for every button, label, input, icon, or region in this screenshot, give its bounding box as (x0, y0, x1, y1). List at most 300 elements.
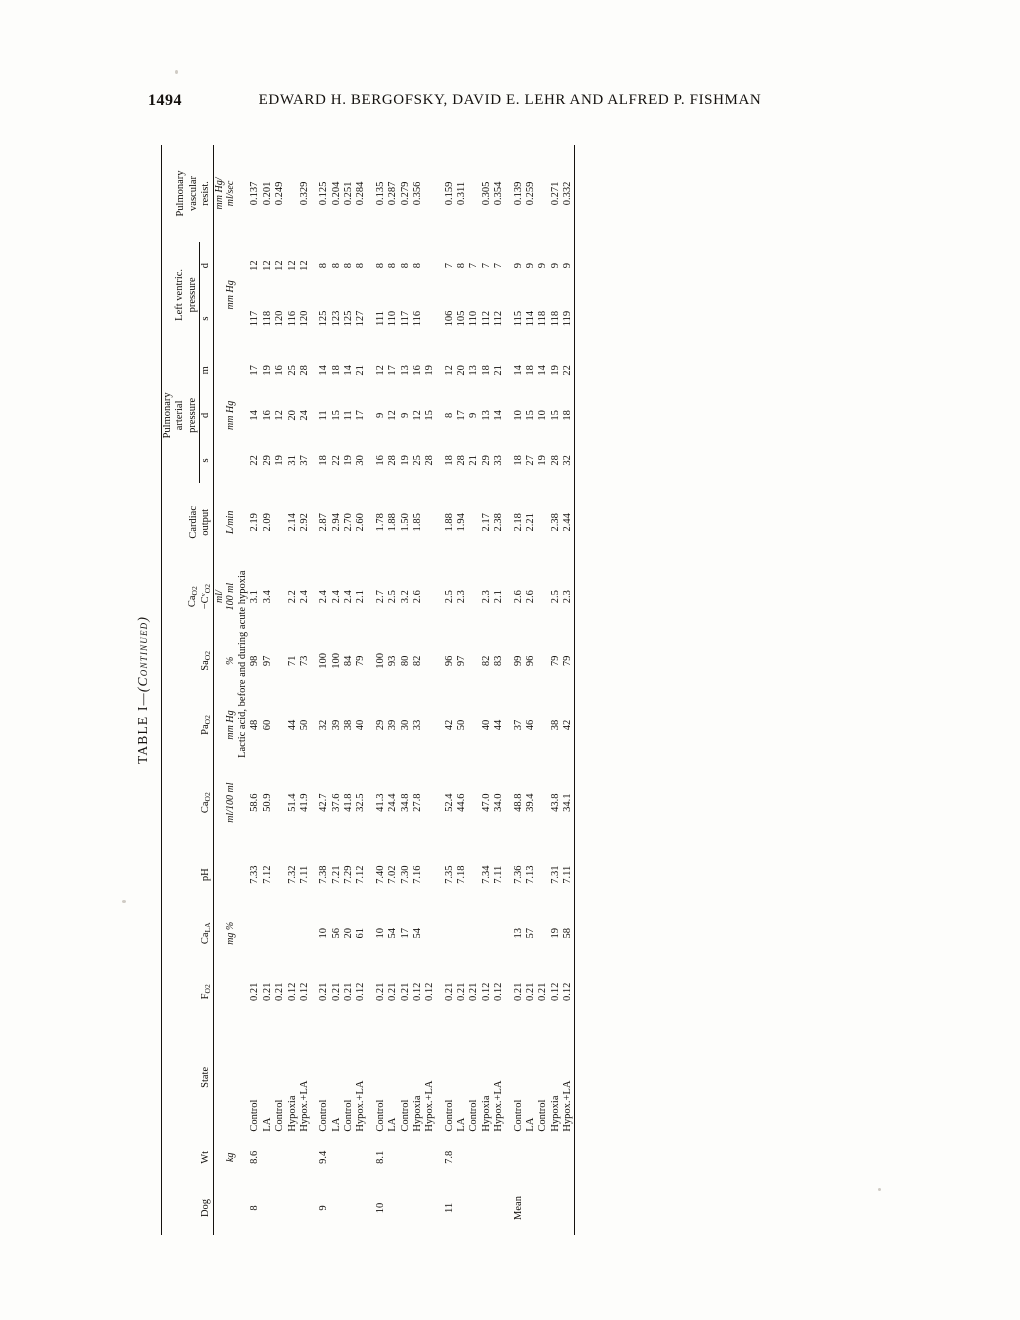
cell-pap-m: 28 (298, 365, 310, 376)
unit-lvp: mm Hg (225, 280, 237, 310)
cell-pao2: 44 (493, 719, 505, 731)
cell-pap-m: 18 (524, 365, 536, 376)
cell-ph: 7.31 (549, 865, 561, 884)
cell-pvr: 0.356 (411, 181, 423, 206)
cell-cardiac-output: 1.88 (387, 513, 399, 532)
cell-pap-d: 17 (456, 410, 468, 421)
unit-fio2 (213, 963, 237, 1022)
cell-fio2: 0.21 (261, 982, 273, 1001)
cell-pao2: 50 (456, 719, 468, 731)
cell-pap-d: 10 (512, 410, 524, 421)
cell-state: LA (261, 1117, 273, 1132)
cell-wt (355, 1134, 367, 1181)
cell-cala (262, 904, 274, 963)
cell-state: Control (318, 1099, 330, 1132)
cell-ph: 7.29 (343, 865, 355, 884)
cell-pap-s: 18 (512, 455, 524, 466)
unit-dog (213, 1181, 237, 1235)
cell-cardiac-output: 1.88 (443, 513, 455, 532)
data-table (161, 145, 575, 1235)
unit-cala: mg % (225, 921, 237, 945)
cell-wt (287, 1134, 299, 1181)
table-row (287, 145, 299, 1235)
cell-sao2: 100 (318, 652, 330, 669)
cell-wt (513, 1134, 525, 1181)
cell-fio2: 0.21 (512, 982, 524, 1001)
cell-sao2: 100 (374, 652, 386, 669)
table-row (550, 145, 562, 1235)
cell-cala (456, 904, 468, 963)
cell-avdiff: 2.3 (480, 590, 492, 604)
cell-ph: 7.33 (249, 865, 261, 884)
cell-pap-d: 9 (399, 412, 411, 418)
cell-fio2: 0.12 (298, 982, 310, 1001)
row-spacer (368, 145, 375, 1235)
cell-pao2 (537, 690, 549, 760)
cell-fio2: 0.21 (374, 982, 386, 1001)
cell-dog (525, 1181, 537, 1235)
cell-cardiac-output: 2.14 (286, 513, 298, 532)
unit-state (213, 1021, 237, 1134)
unit-pao2: mm Hg (225, 710, 237, 740)
cell-pao2: 40 (480, 719, 492, 731)
cell-fio2: 0.12 (480, 982, 492, 1001)
col-cala: $Ca_{LA}$ (199, 922, 212, 945)
scan-speck (122, 900, 126, 903)
cell-lvp-d: 9 (524, 262, 536, 269)
cell-wt (562, 1134, 575, 1181)
cell-sao2: 93 (387, 655, 399, 667)
cell-cala (274, 904, 286, 963)
cell-cala: 57 (524, 928, 536, 939)
cell-pvr: 0.137 (249, 181, 261, 206)
cell-pap-m: 14 (318, 365, 330, 376)
table-caption (135, 145, 151, 1235)
table-row (318, 145, 330, 1235)
cell-cardiac-output (468, 483, 480, 562)
cell-cardiac-output: 1.50 (399, 513, 411, 532)
cell-wt (537, 1134, 549, 1181)
cell-pap-s: 32 (562, 455, 574, 466)
cell-wt: 7.8 (443, 1150, 455, 1164)
cell-cala (444, 904, 456, 963)
col-group-left-ventricular-pressure: Left ventric. pressure (162, 242, 200, 348)
unit-ph (213, 845, 237, 904)
cell-avdiff: 3.2 (399, 590, 411, 604)
cell-pao2: 29 (374, 719, 386, 731)
cell-cao2: 34.0 (493, 793, 505, 812)
cell-pap-d: 11 (343, 410, 355, 421)
cell-sao2: 97 (261, 655, 273, 667)
cell-lvp-d: 12 (261, 260, 273, 271)
cell-cao2: 24.4 (387, 793, 399, 812)
cell-ph (424, 845, 436, 904)
cell-pao2: 60 (261, 719, 273, 731)
cell-state: Hypox.+LA (424, 1080, 436, 1132)
cell-pvr (424, 145, 436, 242)
cell-lvp-d: 7 (443, 262, 455, 269)
cell-fio2: 0.21 (399, 982, 411, 1001)
cell-state: Control (374, 1099, 386, 1132)
cell-dog (274, 1181, 286, 1235)
cell-cao2: 41.9 (298, 793, 310, 812)
cell-lvp-s: 123 (330, 310, 342, 327)
cell-pao2: 38 (343, 719, 355, 731)
cell-pap-s: 18 (318, 455, 330, 466)
cell-sao2: 71 (286, 655, 298, 667)
cell-avdiff: 2.1 (493, 590, 505, 604)
unit-pvr: mm Hg/ ml/sec (213, 177, 237, 210)
cell-sao2: 79 (355, 655, 367, 667)
cell-state: LA (387, 1117, 399, 1132)
col-lvp-d: d (200, 262, 212, 269)
table-row (355, 145, 367, 1235)
cell-sao2: 79 (549, 655, 561, 667)
cell-dog (355, 1181, 367, 1235)
cell-cala (493, 904, 505, 963)
cell-pvr: 0.284 (355, 181, 367, 206)
cell-pap-m: 17 (249, 365, 261, 376)
cell-ph: 7.12 (355, 865, 367, 884)
cell-pap-m: 20 (456, 365, 468, 376)
cell-cala: 17 (399, 928, 411, 939)
cell-pvr: 0.332 (562, 181, 574, 206)
cell-fio2: 0.12 (355, 982, 367, 1001)
cell-cardiac-output: 2.09 (261, 513, 273, 532)
cell-lvp-d: 8 (343, 262, 355, 269)
cell-pap-s: 22 (330, 455, 342, 466)
cell-fio2: 0.12 (493, 982, 505, 1001)
cell-lvp-s: 125 (343, 310, 355, 327)
cell-sao2: 97 (456, 655, 468, 667)
cell-wt (424, 1134, 436, 1181)
cell-pap-m: 18 (330, 365, 342, 376)
cell-wt (274, 1134, 286, 1181)
cell-ph: 7.11 (298, 865, 310, 884)
cell-state: Hypox.+LA (355, 1080, 367, 1132)
cell-lvp-d: 9 (562, 262, 574, 269)
cell-state: Control (274, 1099, 286, 1132)
cell-cao2: 34.1 (562, 793, 574, 812)
cell-avdiff: 2.6 (524, 590, 536, 604)
cell-state: Hypoxia (480, 1095, 492, 1132)
cell-cao2: 32.5 (355, 793, 367, 812)
cell-fio2: 0.21 (443, 982, 455, 1001)
cell-fio2: 0.12 (424, 982, 436, 1001)
cell-lvp-d: 8 (355, 262, 367, 269)
cell-cala (287, 904, 299, 963)
cell-pap-d: 17 (355, 410, 367, 421)
cell-sao2: 100 (330, 652, 342, 669)
row-spacer (437, 145, 444, 1235)
cell-pvr: 0.139 (512, 181, 524, 206)
cell-pap-d: 8 (443, 412, 455, 418)
scan-speck (878, 1188, 881, 1191)
cell-wt (400, 1134, 412, 1181)
cell-sao2: 84 (343, 655, 355, 667)
unit-sao2: % (225, 656, 237, 665)
col-fio2: $F_{O2}$ (199, 984, 212, 1000)
cell-cao2: 51.4 (286, 793, 298, 812)
cell-sao2: 82 (411, 655, 423, 667)
cell-sao2 (424, 632, 436, 691)
rotated-table-block (120, 130, 910, 1250)
cell-fio2: 0.21 (274, 982, 286, 1001)
cell-pap-s: 33 (493, 455, 505, 466)
cell-ph (468, 845, 480, 904)
cell-pao2: 44 (286, 719, 298, 731)
cell-pao2: 39 (330, 719, 342, 731)
cell-cao2: 47.0 (480, 793, 492, 812)
cell-state: Control (249, 1099, 261, 1132)
cell-lvp-s: 125 (318, 310, 330, 327)
cell-state: Control (512, 1099, 524, 1132)
cell-pap-s: 29 (480, 455, 492, 466)
cell-cao2: 58.6 (249, 793, 261, 812)
cell-cala (468, 904, 480, 963)
cell-pap-m: 14 (512, 365, 524, 376)
cell-wt (456, 1134, 468, 1181)
cell-lvp-d: 12 (274, 260, 286, 271)
cell-pap-m: 17 (387, 365, 399, 376)
cell-cardiac-output: 2.60 (355, 513, 367, 532)
cell-state: Control (343, 1099, 355, 1132)
cell-cala (249, 904, 261, 963)
unit-pap: mm Hg (225, 400, 237, 430)
table-row (400, 145, 412, 1235)
section-note: Lactic acid, before and during acute hypoxia (237, 570, 249, 758)
cell-cardiac-output: 2.92 (298, 513, 310, 532)
cell-cala: 58 (562, 928, 574, 939)
cell-pap-d: 24 (298, 410, 310, 421)
cell-pao2: 46 (524, 719, 536, 731)
cell-pao2: 48 (249, 719, 261, 731)
table-row (562, 145, 575, 1235)
cell-lvp-d: 8 (411, 262, 423, 269)
cell-avdiff: 2.3 (562, 590, 574, 604)
cell-ph: 7.36 (512, 865, 524, 884)
cell-pap-s: 28 (549, 455, 561, 466)
cell-cao2: 34.8 (399, 793, 411, 812)
cell-ph: 7.18 (456, 865, 468, 884)
cell-pap-s: 30 (355, 455, 367, 466)
cell-sao2 (537, 632, 549, 691)
cell-cala: 13 (512, 928, 524, 939)
cell-cao2: 27.8 (411, 793, 423, 812)
cell-fio2: 0.21 (524, 982, 536, 1001)
running-head: EDWARD H. BERGOFSKY, DAVID E. LEHR AND ALFRED P. FISHMAN (258, 92, 762, 108)
col-cardiac-output: Cardiac output (187, 506, 212, 539)
cell-avdiff: 3.1 (249, 590, 261, 604)
cell-pao2: 32 (318, 719, 330, 731)
cell-state: Hypox.+LA (562, 1080, 574, 1132)
cell-avdiff: 2.5 (443, 590, 455, 604)
cell-wt (299, 1134, 311, 1181)
cell-pap-d: 15 (524, 410, 536, 421)
cell-wt: 8.6 (249, 1150, 261, 1164)
col-cao2: $Ca_{O2}$ (199, 792, 212, 814)
col-sao2: $Sa_{O2}$ (199, 650, 212, 671)
cell-cao2: 37.6 (330, 793, 342, 812)
cell-cala (537, 904, 549, 963)
cell-lvp-s: 127 (355, 310, 367, 327)
table-row (387, 145, 399, 1235)
cell-state: Hypox.+LA (493, 1080, 505, 1132)
table-row (343, 145, 355, 1235)
cell-pvr: 0.305 (480, 181, 492, 206)
table-caption-label: TABLE I (135, 705, 150, 765)
cell-pap-m: 21 (493, 365, 505, 376)
unit-cardiac-output: L/min (225, 510, 237, 534)
cell-ph: 7.11 (562, 865, 574, 884)
cell-sao2: 83 (493, 655, 505, 667)
col-pap-d: d (200, 412, 212, 418)
cell-pap-s: 28 (424, 455, 436, 466)
cell-state: Control (537, 1099, 549, 1132)
cell-pap-s: 19 (399, 455, 411, 466)
cell-pap-s: 19 (274, 455, 286, 466)
cell-pap-m: 25 (286, 365, 298, 376)
cell-dog: 8 (249, 1205, 261, 1211)
cell-pvr (537, 145, 549, 242)
cell-pao2: 42 (443, 719, 455, 731)
cell-state: LA (330, 1117, 342, 1132)
col-pap-m: m (200, 366, 212, 375)
cell-pap-m: 12 (374, 365, 386, 376)
cell-pap-d: 12 (387, 410, 399, 421)
table-row (424, 145, 436, 1235)
cell-ph (537, 845, 549, 904)
cell-lvp-s: 116 (411, 310, 423, 327)
cell-pap-d: 11 (318, 410, 330, 421)
cell-pap-m: 14 (537, 365, 549, 376)
cell-pap-d: 20 (286, 410, 298, 421)
table-row (249, 145, 261, 1235)
cell-lvp-d: 12 (286, 260, 298, 271)
table-row (331, 145, 343, 1235)
cell-pao2: 30 (399, 719, 411, 731)
cell-cala: 54 (411, 928, 423, 939)
cell-pvr: 0.287 (387, 181, 399, 206)
cell-lvp-d: 9 (512, 262, 524, 269)
cell-ph: 7.11 (493, 865, 505, 884)
cell-pap-s: 22 (249, 455, 261, 466)
cell-lvp-s: 110 (387, 310, 399, 327)
col-group-pulmonary-arterial-pressure: Pulmonary arterial pressure (162, 348, 200, 483)
col-lvp-s: s (200, 316, 212, 321)
cell-ph: 7.02 (387, 865, 399, 884)
cell-wt: 9.4 (318, 1150, 330, 1164)
cell-avdiff: 2.1 (355, 590, 367, 604)
cell-avdiff: 2.4 (318, 590, 330, 604)
cell-pap-m: 12 (443, 365, 455, 376)
cell-lvp-d: 9 (549, 262, 561, 269)
cell-state: Control (443, 1099, 455, 1132)
cell-wt (343, 1134, 355, 1181)
cell-pap-d: 14 (249, 410, 261, 421)
cell-cardiac-output: 2.94 (330, 513, 342, 532)
cell-lvp-s: 114 (524, 310, 536, 327)
cell-lvp-s: 115 (512, 310, 524, 327)
cell-state: LA (456, 1117, 468, 1132)
cell-fio2: 0.21 (456, 982, 468, 1001)
cell-pao2: 33 (411, 719, 423, 731)
cell-pvr: 0.279 (399, 181, 411, 206)
cell-lvp-s: 106 (443, 310, 455, 327)
cell-dog (537, 1181, 549, 1235)
cell-sao2: 99 (512, 655, 524, 667)
cell-lvp-s: 119 (562, 310, 574, 327)
cell-dog (481, 1181, 493, 1235)
table-row (412, 145, 424, 1235)
cell-pap-s: 18 (443, 455, 455, 466)
cell-dog (387, 1181, 399, 1235)
cell-state: Control (399, 1099, 411, 1132)
cell-ph: 7.40 (374, 865, 386, 884)
cell-lvp-d: 8 (318, 262, 330, 269)
cell-sao2: 82 (480, 655, 492, 667)
cell-avdiff: 2.5 (549, 590, 561, 604)
cell-pap-m: 19 (549, 365, 561, 376)
cell-pap-d: 18 (562, 410, 574, 421)
table-row (525, 145, 537, 1235)
cell-cala: 10 (374, 928, 386, 939)
cell-lvp-d: 8 (330, 262, 342, 269)
cell-wt: 8.1 (374, 1150, 386, 1164)
cell-fio2: 0.12 (562, 982, 574, 1001)
cell-lvp-s: 118 (261, 310, 273, 327)
cell-cardiac-output: 2.21 (524, 513, 536, 532)
cell-lvp-d: 7 (468, 262, 480, 269)
cell-state: LA (524, 1117, 536, 1132)
cell-avdiff: 2.3 (456, 590, 468, 604)
cell-pap-d: 9 (468, 412, 480, 418)
cell-lvp-s (424, 289, 436, 348)
cell-pap-s: 16 (374, 455, 386, 466)
cell-ph: 7.12 (261, 865, 273, 884)
cell-ph: 7.38 (318, 865, 330, 884)
cell-cao2: 41.8 (343, 793, 355, 812)
cell-cala: 61 (355, 928, 367, 939)
cell-pap-s: 21 (468, 455, 480, 466)
unit-cao2: ml/100 ml (225, 782, 237, 823)
cell-dog (550, 1181, 562, 1235)
cell-pap-d: 16 (261, 410, 273, 421)
cell-cala: 56 (330, 928, 342, 939)
cell-ph (274, 845, 286, 904)
cell-wt (481, 1134, 493, 1181)
cell-pap-d: 15 (330, 410, 342, 421)
cell-fio2: 0.12 (286, 982, 298, 1001)
col-ph: pH (200, 868, 212, 882)
cell-cala: 54 (387, 928, 399, 939)
cell-fio2: 0.21 (468, 982, 480, 1001)
cell-cardiac-output: 2.44 (562, 513, 574, 532)
cell-pao2 (274, 690, 286, 760)
cell-pap-m: 19 (261, 365, 273, 376)
cell-lvp-d: 8 (387, 262, 399, 269)
cell-lvp-d: 7 (493, 262, 505, 269)
cell-state: Hypoxia (549, 1095, 561, 1132)
cell-lvp-s: 120 (274, 310, 286, 327)
cell-lvp-s: 111 (374, 311, 386, 327)
cell-state: Hypox.+LA (298, 1080, 310, 1132)
cell-cao2: 42.7 (318, 793, 330, 812)
cell-fio2: 0.12 (549, 982, 561, 1001)
section-note-row (237, 145, 249, 1235)
cell-pap-d: 10 (537, 410, 549, 421)
cell-avdiff: 2.4 (298, 590, 310, 604)
